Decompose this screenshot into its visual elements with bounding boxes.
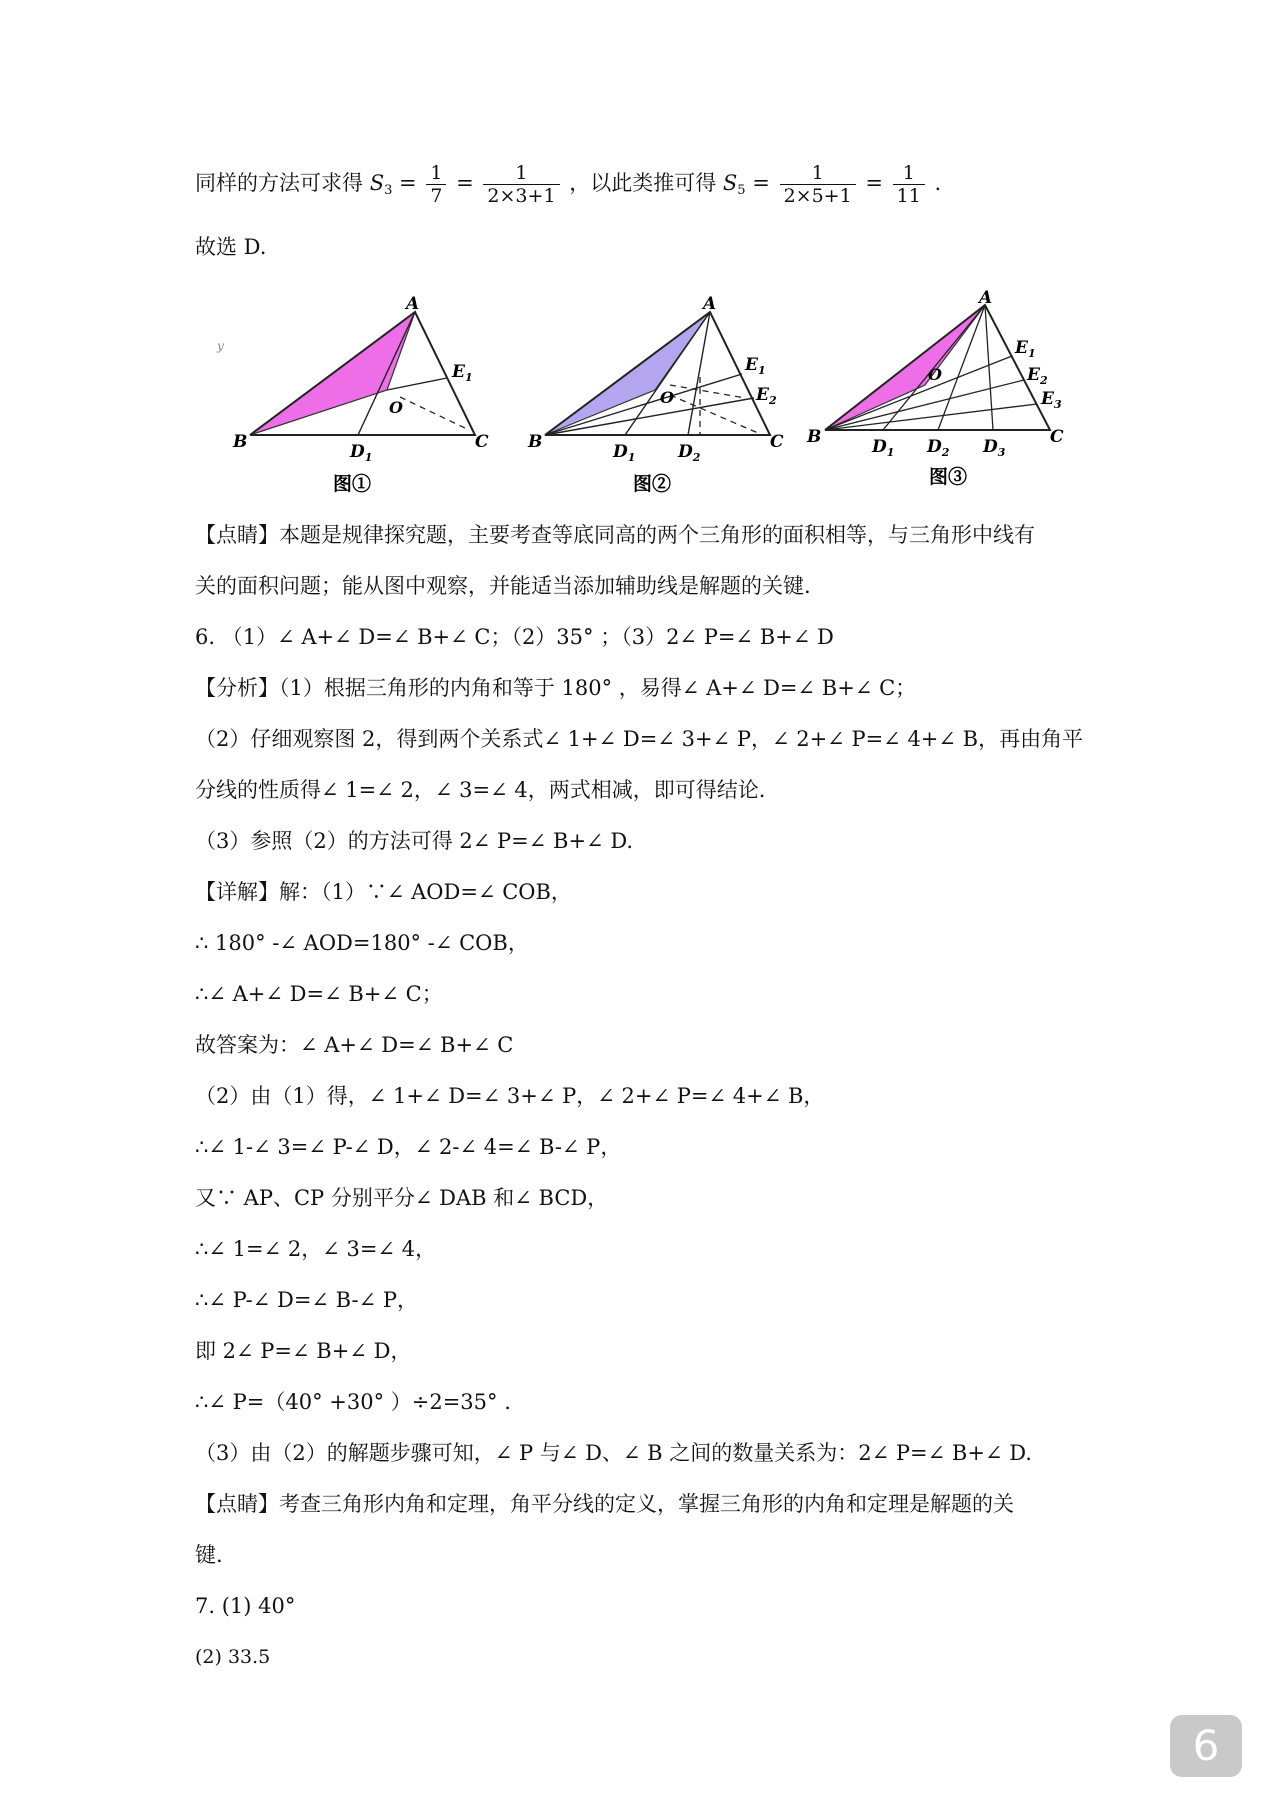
text-line: 故答案为：∠ A+∠ D=∠ B+∠ C (195, 1033, 514, 1057)
label-e2: $E_2$ (1027, 365, 1048, 387)
text-line: 【详解】解：（1）∵∠ AOD=∠ COB， (195, 880, 572, 904)
label-c: C (770, 432, 784, 452)
figure-1 (205, 285, 505, 500)
text-line: ∴∠ P=（40° +30° ）÷2=35° . (195, 1390, 511, 1414)
label-c: C (475, 432, 489, 452)
label-o: O (928, 365, 942, 384)
dashed-1 (670, 395, 758, 433)
segment-be1 (387, 378, 447, 390)
text-line: （3）参照（2）的方法可得 2∠ P=∠ B+∠ D. (195, 829, 634, 853)
label-d1: $D_1$ (872, 437, 895, 459)
fraction-1-2x3+1: $\frac{1}{2\times 3+1}$ (483, 162, 559, 207)
text-line: 即 2∠ P=∠ B+∠ D， (195, 1339, 412, 1363)
text-line: 键. (195, 1543, 223, 1567)
text-line: （2）仔细观察图 2，得到两个关系式∠ 1+∠ D=∠ 3+∠ P，∠ 2+∠ P=∠ 4+∠ B，再由角平 (195, 727, 1084, 751)
figure-3 (805, 285, 1085, 500)
text-prefix: 同样的方法可求得 (195, 171, 363, 195)
label-o: O (389, 398, 403, 417)
text-line: ∴ 180° -∠ AOD=180° -∠ COB， (195, 931, 529, 955)
equals: = (752, 171, 770, 195)
text-line: ∴∠ 1-∠ 3=∠ P-∠ D，∠ 2-∠ 4=∠ B-∠ P， (195, 1135, 622, 1159)
caption-2: 图② (633, 473, 672, 495)
label-d2: $D_2$ (927, 437, 950, 459)
equals: = (456, 171, 474, 195)
text-line: 关的面积问题；能从图中观察，并能适当添加辅助线是解题的关键. (195, 574, 811, 598)
label-d2: $D_2$ (678, 442, 701, 464)
label-o: O (660, 388, 674, 407)
text-line: （3）由（2）的解题步骤可知，∠ P 与∠ D、∠ B 之间的数量关系为：2∠ P=∠ B+∠ D. (195, 1441, 1032, 1465)
text-line: 【分析】（1）根据三角形的内角和等于 180° ，易得∠ A+∠ D=∠ B+∠ C； (195, 676, 917, 700)
text-line: （2）由（1）得，∠ 1+∠ D=∠ 3+∠ P，∠ 2+∠ P=∠ 4+∠ B， (195, 1084, 825, 1108)
period: . (934, 171, 942, 195)
stray-mark: y (217, 339, 224, 353)
label-d1: $D_1$ (613, 442, 636, 464)
text-mid: ，以此类推可得 (569, 171, 717, 195)
fraction-1-11: $\frac{1}{11}$ (893, 162, 925, 207)
text-line: 【点睛】考查三角形内角和定理，角平分线的定义，掌握三角形的内角和定理是解题的关 (195, 1492, 1014, 1516)
s5-symbol: $S_5$ (722, 171, 746, 198)
question-7-part-2: (2) 33.5 (195, 1646, 271, 1668)
label-c: C (1050, 427, 1064, 447)
fraction-1-2x5+1: $\frac{1}{2\times 5+1}$ (780, 162, 856, 207)
question-6-answer: 6. （1）∠ A+∠ D=∠ B+∠ C；（2）35° ；（3）2∠ P=∠ B+∠ D (195, 625, 834, 649)
text-line: 分线的性质得∠ 1=∠ 2，∠ 3=∠ 4，两式相减，即可得结论. (195, 778, 766, 802)
label-a: A (406, 294, 420, 314)
segment-be2 (825, 380, 1024, 430)
caption-1: 图① (333, 473, 372, 495)
figure-2 (520, 285, 800, 500)
fraction-1-7: $\frac{1}{7}$ (426, 162, 446, 207)
s3-symbol: $S_3$ (369, 171, 393, 198)
dashed-segment (400, 397, 467, 429)
dashed-2 (670, 385, 745, 398)
label-e1: $E_1$ (745, 355, 766, 377)
equals: = (399, 171, 417, 195)
label-a: A (703, 294, 717, 314)
equals: = (865, 171, 883, 195)
label-e1: $E_1$ (452, 362, 473, 384)
text-line: 【点睛】本题是规律探究题，主要考查等底同高的两个三角形的面积相等，与三角形中线有 (195, 523, 1035, 547)
label-d1: $D_1$ (350, 442, 373, 464)
answer-choice: 故选 D. (195, 235, 267, 259)
page-number-badge: 6 (1170, 1715, 1242, 1777)
formula-line (195, 160, 941, 214)
label-e3: $E_3$ (1041, 389, 1062, 411)
caption-3: 图③ (929, 466, 968, 488)
label-b: B (807, 427, 822, 447)
label-e1: $E_1$ (1015, 338, 1036, 360)
text-line: ∴∠ A+∠ D=∠ B+∠ C； (195, 982, 443, 1006)
text-line: ∴∠ P-∠ D=∠ B-∠ P， (195, 1288, 419, 1312)
label-a: A (979, 288, 993, 308)
label-e2: $E_2$ (756, 385, 777, 407)
segment-ad3 (985, 305, 993, 430)
label-d3: $D_3$ (983, 437, 1006, 459)
label-b: B (528, 432, 543, 452)
question-7-part-1: 7. (1) 40° (195, 1594, 296, 1618)
text-line: ∴∠ 1=∠ 2，∠ 3=∠ 4， (195, 1237, 437, 1261)
label-b: B (233, 432, 248, 452)
text-line: 又∵ AP、CP 分别平分∠ DAB 和∠ BCD， (195, 1186, 609, 1210)
